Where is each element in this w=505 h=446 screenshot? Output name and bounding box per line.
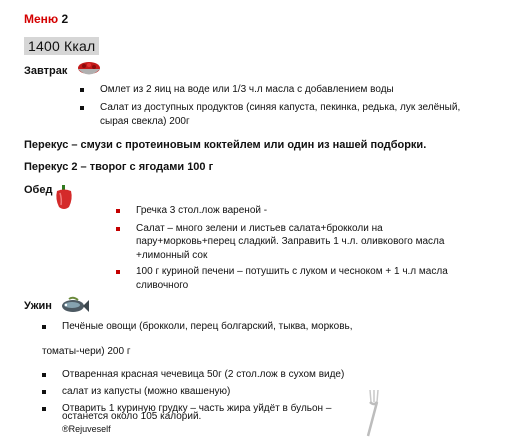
dinner-list-2 bbox=[62, 368, 382, 416]
list-item: Отварить 1 куриную грудку – часть жира уйдёт в бульон – bbox=[62, 402, 382, 416]
menu-title-number: 2 bbox=[61, 12, 69, 26]
lunch-heading: Обед bbox=[24, 184, 53, 196]
fish-icon bbox=[60, 296, 90, 321]
menu-title bbox=[24, 12, 68, 26]
dinner-list-1 bbox=[62, 320, 482, 334]
signature: ®Rejuveself bbox=[62, 424, 111, 434]
red-pepper-icon bbox=[54, 185, 74, 216]
berry-bowl-icon bbox=[76, 60, 102, 83]
lunch-list-2 bbox=[136, 265, 476, 279]
list-item: Гречка 3 стол.лож вареной - bbox=[136, 204, 476, 218]
list-item-continuation: сырая свекла) 200г bbox=[100, 116, 190, 127]
list-item: 100 г куриной печени – потушить с луком и чесноком + 1 ч.л масла bbox=[136, 265, 476, 279]
list-item: Отваренная красная чечевица 50г (2 стол.лож в сухом виде) bbox=[62, 368, 382, 382]
snack-1: Перекус – смузи с протеиновым коктейлем или один из нашей подборки. bbox=[24, 139, 427, 151]
menu-title-word: Меню bbox=[24, 12, 59, 26]
list-item: Омлет из 2 яиц на воде или 1/3 ч.л масла с добавлением воды bbox=[100, 83, 490, 97]
snack-2: Перекус 2 – творог с ягодами 100 г bbox=[24, 161, 214, 173]
list-item: салат из капусты (можно квашеную) bbox=[62, 385, 382, 399]
breakfast-heading: Завтрак bbox=[24, 65, 68, 77]
calorie-badge: 1400 Ккал bbox=[24, 37, 99, 55]
list-item: Печёные овощи (брокколи, перец болгарский, тыква, морковь, bbox=[62, 320, 482, 334]
list-item-continuation: сливочного bbox=[136, 280, 189, 291]
fork-icon bbox=[350, 388, 380, 443]
list-item-continuation: +лимонный сок bbox=[136, 250, 208, 261]
list-item-continuation: томаты-чери) 200 г bbox=[42, 346, 131, 357]
list-item-continuation: останется около 105 калорий. bbox=[62, 411, 202, 422]
dinner-heading: Ужин bbox=[24, 300, 52, 312]
list-item-continuation: пару+морковь+перец сладкий. Заправить 1 ч.л. оливкового масла bbox=[136, 236, 445, 247]
lunch-list bbox=[136, 204, 476, 236]
list-item: Салат – много зелени и листьев салата+брокколи на bbox=[136, 222, 476, 236]
list-item: Салат из доступных продуктов (синяя капуста, пекинка, редька, лук зелёный, bbox=[100, 101, 490, 115]
breakfast-list bbox=[100, 83, 490, 115]
